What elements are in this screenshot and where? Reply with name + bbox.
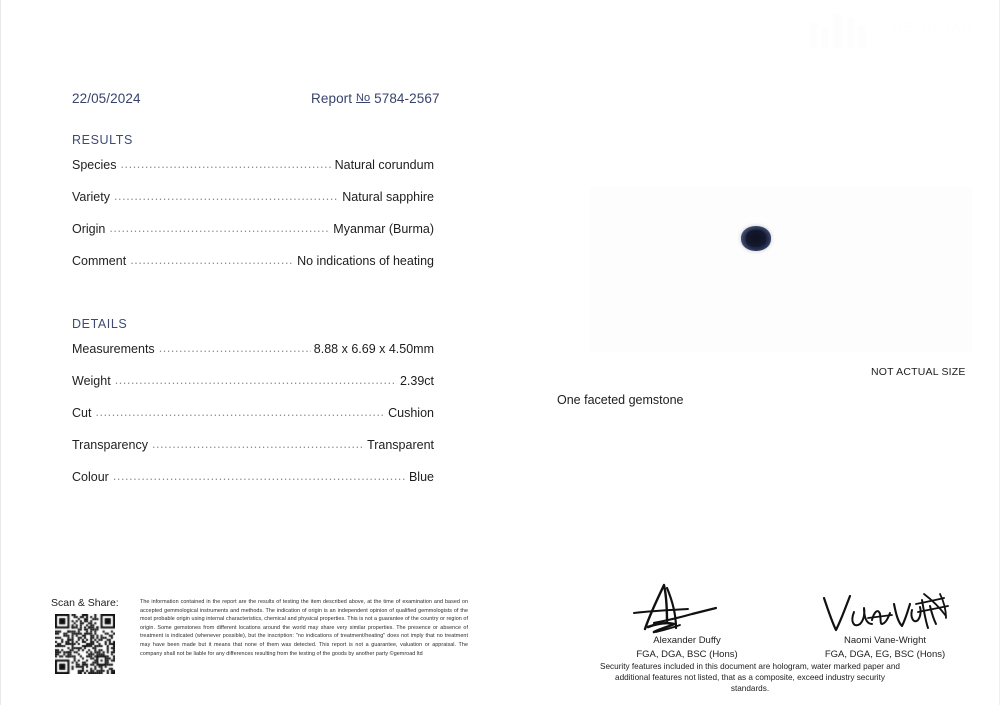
dot-leader	[159, 341, 311, 353]
details-table	[72, 341, 434, 501]
details-section-title: DETAILS	[72, 317, 128, 331]
row-value: Natural sapphire	[342, 190, 434, 204]
report-number: 5784-2567	[374, 91, 440, 106]
signature-block-1	[592, 580, 782, 660]
row-value: Cushion	[388, 406, 434, 420]
table-row	[72, 437, 434, 469]
qr-code-icon[interactable]	[55, 614, 115, 674]
specimen-photo-panel	[590, 187, 972, 352]
row-value: 2.39ct	[399, 374, 434, 388]
row-label: Measurements	[72, 342, 155, 356]
signatory-quals-2: FGA, DGA, EG, BSC (Hons)	[824, 649, 946, 660]
table-row	[72, 157, 434, 189]
page-edge-left	[0, 0, 1, 705]
specimen-caption: One faceted gemstone	[557, 393, 684, 407]
row-value: 8.88 x 6.69 x 4.50mm	[313, 342, 434, 356]
row-label: Transparency	[72, 438, 148, 452]
dot-leader	[115, 373, 397, 385]
gemstone-table-facet	[746, 230, 766, 247]
dot-leader	[95, 405, 385, 417]
row-label: Cut	[72, 406, 92, 420]
watermark-logo	[800, 8, 990, 54]
not-actual-size-note: NOT ACTUAL SIZE	[871, 366, 966, 378]
report-number-line	[311, 91, 440, 106]
table-row	[72, 221, 434, 253]
row-label: Weight	[72, 374, 111, 388]
table-row	[72, 405, 434, 437]
row-value: Myanmar (Burma)	[333, 222, 434, 236]
signature-mark-1	[612, 580, 762, 634]
ordinal-indicator: No	[355, 92, 371, 104]
table-row	[72, 341, 434, 373]
signatory-name-2: Naomi Vane-Wright	[843, 635, 926, 646]
row-label: Colour	[72, 470, 109, 484]
gemstone-image	[741, 226, 771, 251]
security-features-note: Security features included in this document are hologram, water marked paper and additional features not listed, that as a composite, exceed industry security standards.	[600, 662, 900, 693]
report-date: 22/05/2024	[72, 91, 141, 106]
row-value: Natural corundum	[334, 158, 434, 172]
dot-leader	[109, 221, 330, 233]
signatory-name-1: Alexander Duffy	[653, 635, 721, 646]
row-label: Species	[72, 158, 117, 172]
dot-leader	[120, 157, 331, 169]
table-row	[72, 189, 434, 221]
row-label: Comment	[72, 254, 127, 268]
signatory-quals-1: FGA, DGA, BSC (Hons)	[636, 649, 738, 660]
table-row	[72, 253, 434, 285]
signature-mark-2	[810, 580, 960, 634]
results-section-title: RESULTS	[72, 133, 133, 147]
dot-leader	[130, 253, 294, 265]
dot-leader	[114, 189, 339, 201]
row-value: Transparent	[367, 438, 434, 452]
table-row	[72, 373, 434, 405]
row-label: Origin	[72, 222, 106, 236]
dot-leader	[152, 437, 364, 449]
report-label: Report	[311, 91, 353, 106]
scan-share-label: Scan & Share:	[51, 597, 119, 609]
table-row	[72, 469, 434, 501]
dot-leader	[113, 469, 406, 481]
signature-block-2	[790, 580, 980, 660]
row-value: Blue	[408, 470, 434, 484]
disclaimer-text: The information contained in the report are the results of testing the item described above, at the time of examination and based on accepted gemmological instruments and methods. The indication of origin is an independent opinion of qualified gemmologists of the most probable origin using internal characteristics, chemical and physical properties. This is not a guarantee of the country or region of origin. Some gemstones from different locations around the world may share very similar properties. The presence or absence of treatment is indicated (whenever possible), but the inscription: "no indications of treatment/heating" does not imply that no treatment may have been made but it means that none of them was detected. This report is not a guarantee, valuation or appraisal. The company shall not be liable for any differences resulting from the testing of the goods by another party ©gemroad ltd	[140, 599, 468, 657]
results-table	[72, 157, 434, 285]
row-value: No indications of heating	[297, 254, 434, 268]
watermark-text: GEMROAD	[892, 20, 974, 35]
row-label: Variety	[72, 190, 110, 204]
